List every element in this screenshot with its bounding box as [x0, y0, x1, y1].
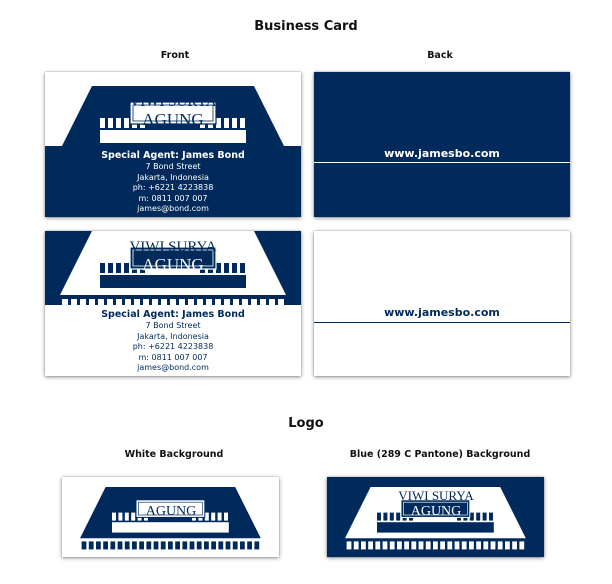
company-logo	[45, 72, 301, 152]
email: james@bond.com	[137, 204, 209, 213]
agent-name: Special Agent: James Bond	[101, 309, 245, 320]
card-back-navy	[314, 72, 570, 217]
street: 7 Bond Street	[145, 162, 201, 171]
phone: ph: +6221 4223838	[132, 183, 214, 192]
contact-block	[45, 309, 301, 374]
phone: ph: +6221 4223838	[132, 342, 214, 351]
company-logo	[62, 477, 279, 557]
city: Jakarta, Indonesia	[137, 331, 209, 341]
logo-line1: VIWI SURYA	[129, 94, 217, 110]
back-label: Back	[427, 50, 453, 61]
email: james@bond.com	[137, 363, 209, 372]
mobile: m: 0811 007 007	[138, 193, 208, 203]
logo-blue-background	[327, 477, 544, 557]
card-front-white-top	[45, 72, 301, 217]
website-url: www.jamesbo.com	[384, 147, 500, 160]
logo-line1: VIWI SURYA	[398, 488, 474, 503]
city: Jakarta, Indonesia	[137, 172, 209, 182]
contact-block	[45, 150, 301, 215]
logo-heading: Logo	[288, 416, 324, 431]
blue-background-label: Blue (289 C Pantone) Background	[349, 449, 531, 460]
mobile: m: 0811 007 007	[138, 352, 208, 362]
logo-line2: AGUNG	[142, 110, 204, 129]
logo-line1: VIWI SURYA	[133, 488, 209, 503]
street: 7 Bond Street	[145, 321, 201, 330]
page-title: Business Card	[254, 19, 358, 34]
divider-line	[314, 322, 570, 323]
front-label: Front	[160, 50, 190, 61]
logo-line1: VIWI SURYA	[129, 239, 217, 255]
card-back-white	[314, 231, 570, 376]
logo-line2: AGUNG	[410, 504, 462, 519]
logo-line2: AGUNG	[142, 255, 204, 274]
white-background-label: White Background	[124, 449, 224, 460]
card-front-navy-top	[45, 231, 301, 376]
logo-line2: AGUNG	[145, 504, 197, 519]
logo-white-background	[62, 477, 279, 557]
website-url: www.jamesbo.com	[384, 306, 500, 319]
company-logo	[45, 231, 301, 311]
divider-line	[314, 162, 570, 163]
company-logo	[327, 477, 544, 557]
agent-name: Special Agent: James Bond	[101, 150, 245, 161]
